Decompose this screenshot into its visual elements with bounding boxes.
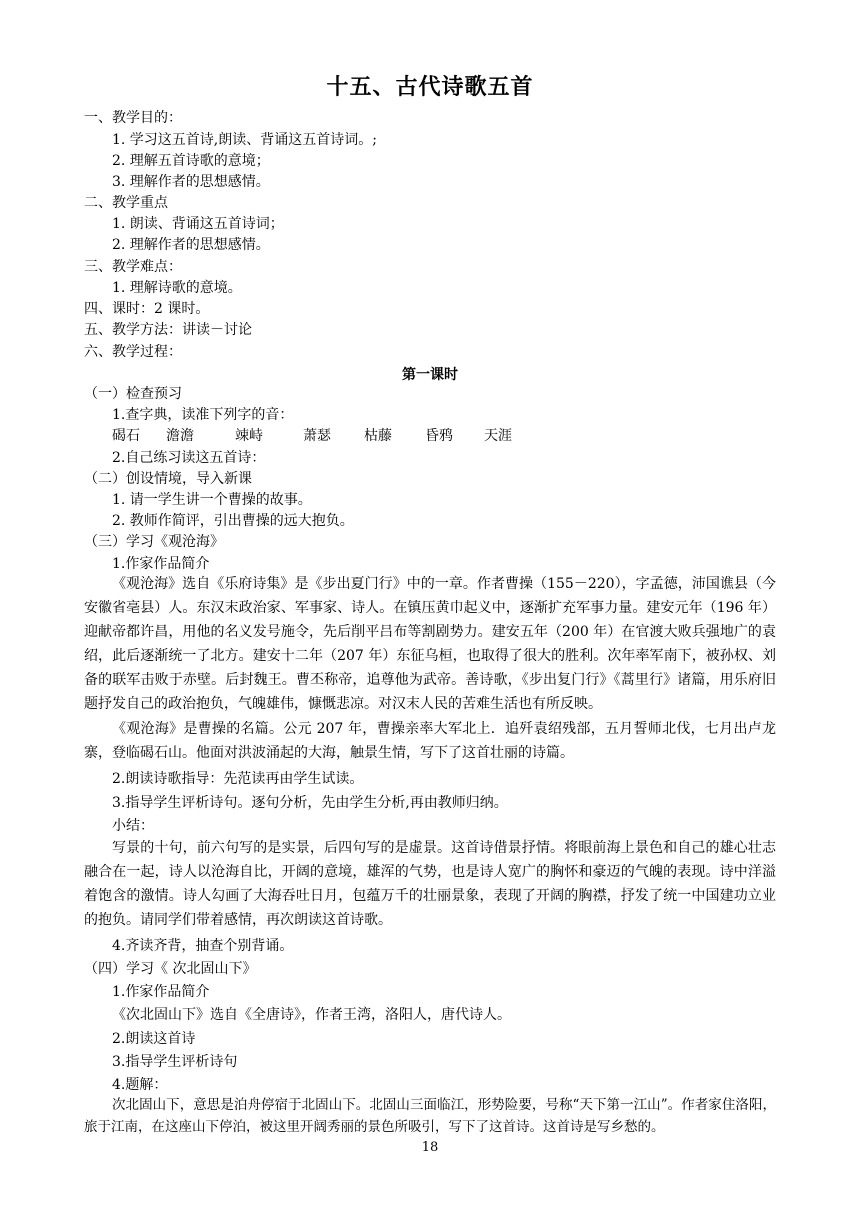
list-item: 4.齐读齐背，抽查个别背诵。 [112, 938, 294, 954]
list-item: 1. 请一学生讲一个曹操的故事。 [112, 492, 312, 508]
vocabulary-word: 枯藤 [364, 428, 392, 444]
section-heading: （四）学习《 次北固山下》 [84, 961, 257, 977]
page-number: 18 [421, 1140, 439, 1155]
list-item: 1.查字典，读准下列字的音： [112, 407, 294, 423]
difficulty-heading: 三、教学难点： [84, 259, 182, 275]
vocabulary-word: 碣石 [112, 428, 140, 444]
list-item: 3.指导学生评析诗句。逐句分析，先由学生分析,再由教师归纳。 [112, 795, 508, 811]
section-heading: （二）创设情境，导入新课 [84, 471, 252, 487]
section-heading: （一）检查预习 [84, 386, 182, 402]
key-point-item: 1. 朗读、背诵这五首诗词； [112, 216, 284, 232]
paragraph-summary: 写景的十句，前六句写的是实景，后四句写的是虚景。这首诗借景抒情。将眼前海上景色和自己的雄心壮志融合在一起，诗人以沧海自比，开阔的意境，雄浑的气势，也是诗人宽广的胸怀和豪迈的气魄的表现。诗中洋溢着饱含的激情。诗人勾画了大海吞吐日月，包蕴万千的壮丽景象，表现了开阔的胸襟，抒发了统一中国建功立业的抱负。请同学们带着感情，再次朗读这首诗歌。 [84, 840, 776, 928]
lesson-heading: 第一课时 [402, 367, 458, 383]
teaching-process-heading: 六、教学过程： [84, 344, 182, 360]
list-item: 4.题解： [112, 1077, 168, 1093]
goals-heading: 一、教学目的： [84, 110, 182, 126]
list-item: 2.朗读诗歌指导：先范读再由学生试读。 [112, 771, 364, 787]
list-item: 1.作家作品简介 [112, 556, 210, 572]
list-item: 3.指导学生评析诗句 [112, 1054, 238, 1070]
goal-item: 3. 理解作者的思想感情。 [112, 174, 270, 190]
key-points-heading: 二、教学重点 [84, 195, 168, 211]
goal-item: 1. 学习这五首诗,朗读、背诵这五首诗词。; [112, 132, 377, 148]
vocabulary-word: 昏鸦 [425, 428, 453, 444]
list-item: 1.作家作品简介 [112, 984, 210, 1000]
list-item: 2.自己练习读这五首诗： [112, 450, 266, 466]
vocabulary-word: 天涯 [484, 428, 512, 444]
key-point-item: 2. 理解作者的思想感情。 [112, 237, 270, 253]
teaching-method: 五、教学方法：讲读－讨论 [84, 322, 252, 338]
paragraph-title-explanation: 次北固山下，意思是泊舟停宿于北固山下。北固山三面临江，形势险要，号称“天下第一江山”。作者家住洛阳，旅于江南，在这座山下停泊，被这里开阔秀丽的景色所吸引，写下了这首诗。这首诗是写乡愁的。 [84, 1097, 776, 1135]
section-heading: （三）学习《观沧海》 [84, 534, 224, 550]
difficulty-item: 1. 理解诗歌的意境。 [112, 280, 242, 296]
class-hours: 四、课时：2 课时。 [84, 301, 210, 317]
page-title: 十五、古代诗歌五首 [326, 74, 534, 100]
vocabulary-word: 竦峙 [235, 428, 263, 444]
vocabulary-word: 澹澹 [166, 428, 194, 444]
list-item: 2. 教师作简评，引出曹操的远大抱负。 [112, 513, 354, 529]
paragraph-poem-background: 《观沧海》是曹操的名篇。公元 207 年，曹操亲率大军北上．追歼袁绍残部，五月誓师北伐，七月出卢龙寨，登临碣石山。他面对洪波涌起的大海，触景生情，写下了这首壮丽的诗篇。 [84, 721, 776, 761]
goal-item: 2. 理解五首诗歌的意境； [112, 153, 270, 169]
paragraph-author-intro: 《观沧海》选自《乐府诗集》是《步出夏门行》中的一章。作者曹操（155－220），字孟德，沛国谯县（今安徽省亳县）人。东汉末政治家、军事家、诗人。在镇压黄巾起义中，逐渐扩充军事力量。建安元年（196 年）迎献帝都许昌，用他的名义发号施令，先后削平吕布等割剧势力。建安五年（200 年）在官渡大败兵强地广的袁绍，此后逐渐统一了北方。建安十二年（207 年）东征乌桓，也取得了很大的胜利。次年率军南下，被孙权、刘备的联军击败于赤壁。后封魏王。曹丕称帝，追尊他为武帝。善诗歌，《步出复门行》《蒿里行》诸篇，用乐府旧题抒发自己的政治抱负，气魄雄伟，慷慨悲凉。对汉末人民的苦难生活也有所反映。 [84, 576, 776, 712]
list-item: 2.朗读这首诗 [112, 1031, 196, 1047]
vocabulary-word: 萧瑟 [303, 428, 331, 444]
paragraph-author-intro: 《次北固山下》选自《全唐诗》，作者王湾，洛阳人，唐代诗人。 [112, 1007, 511, 1023]
summary-label: 小结： [112, 818, 154, 834]
